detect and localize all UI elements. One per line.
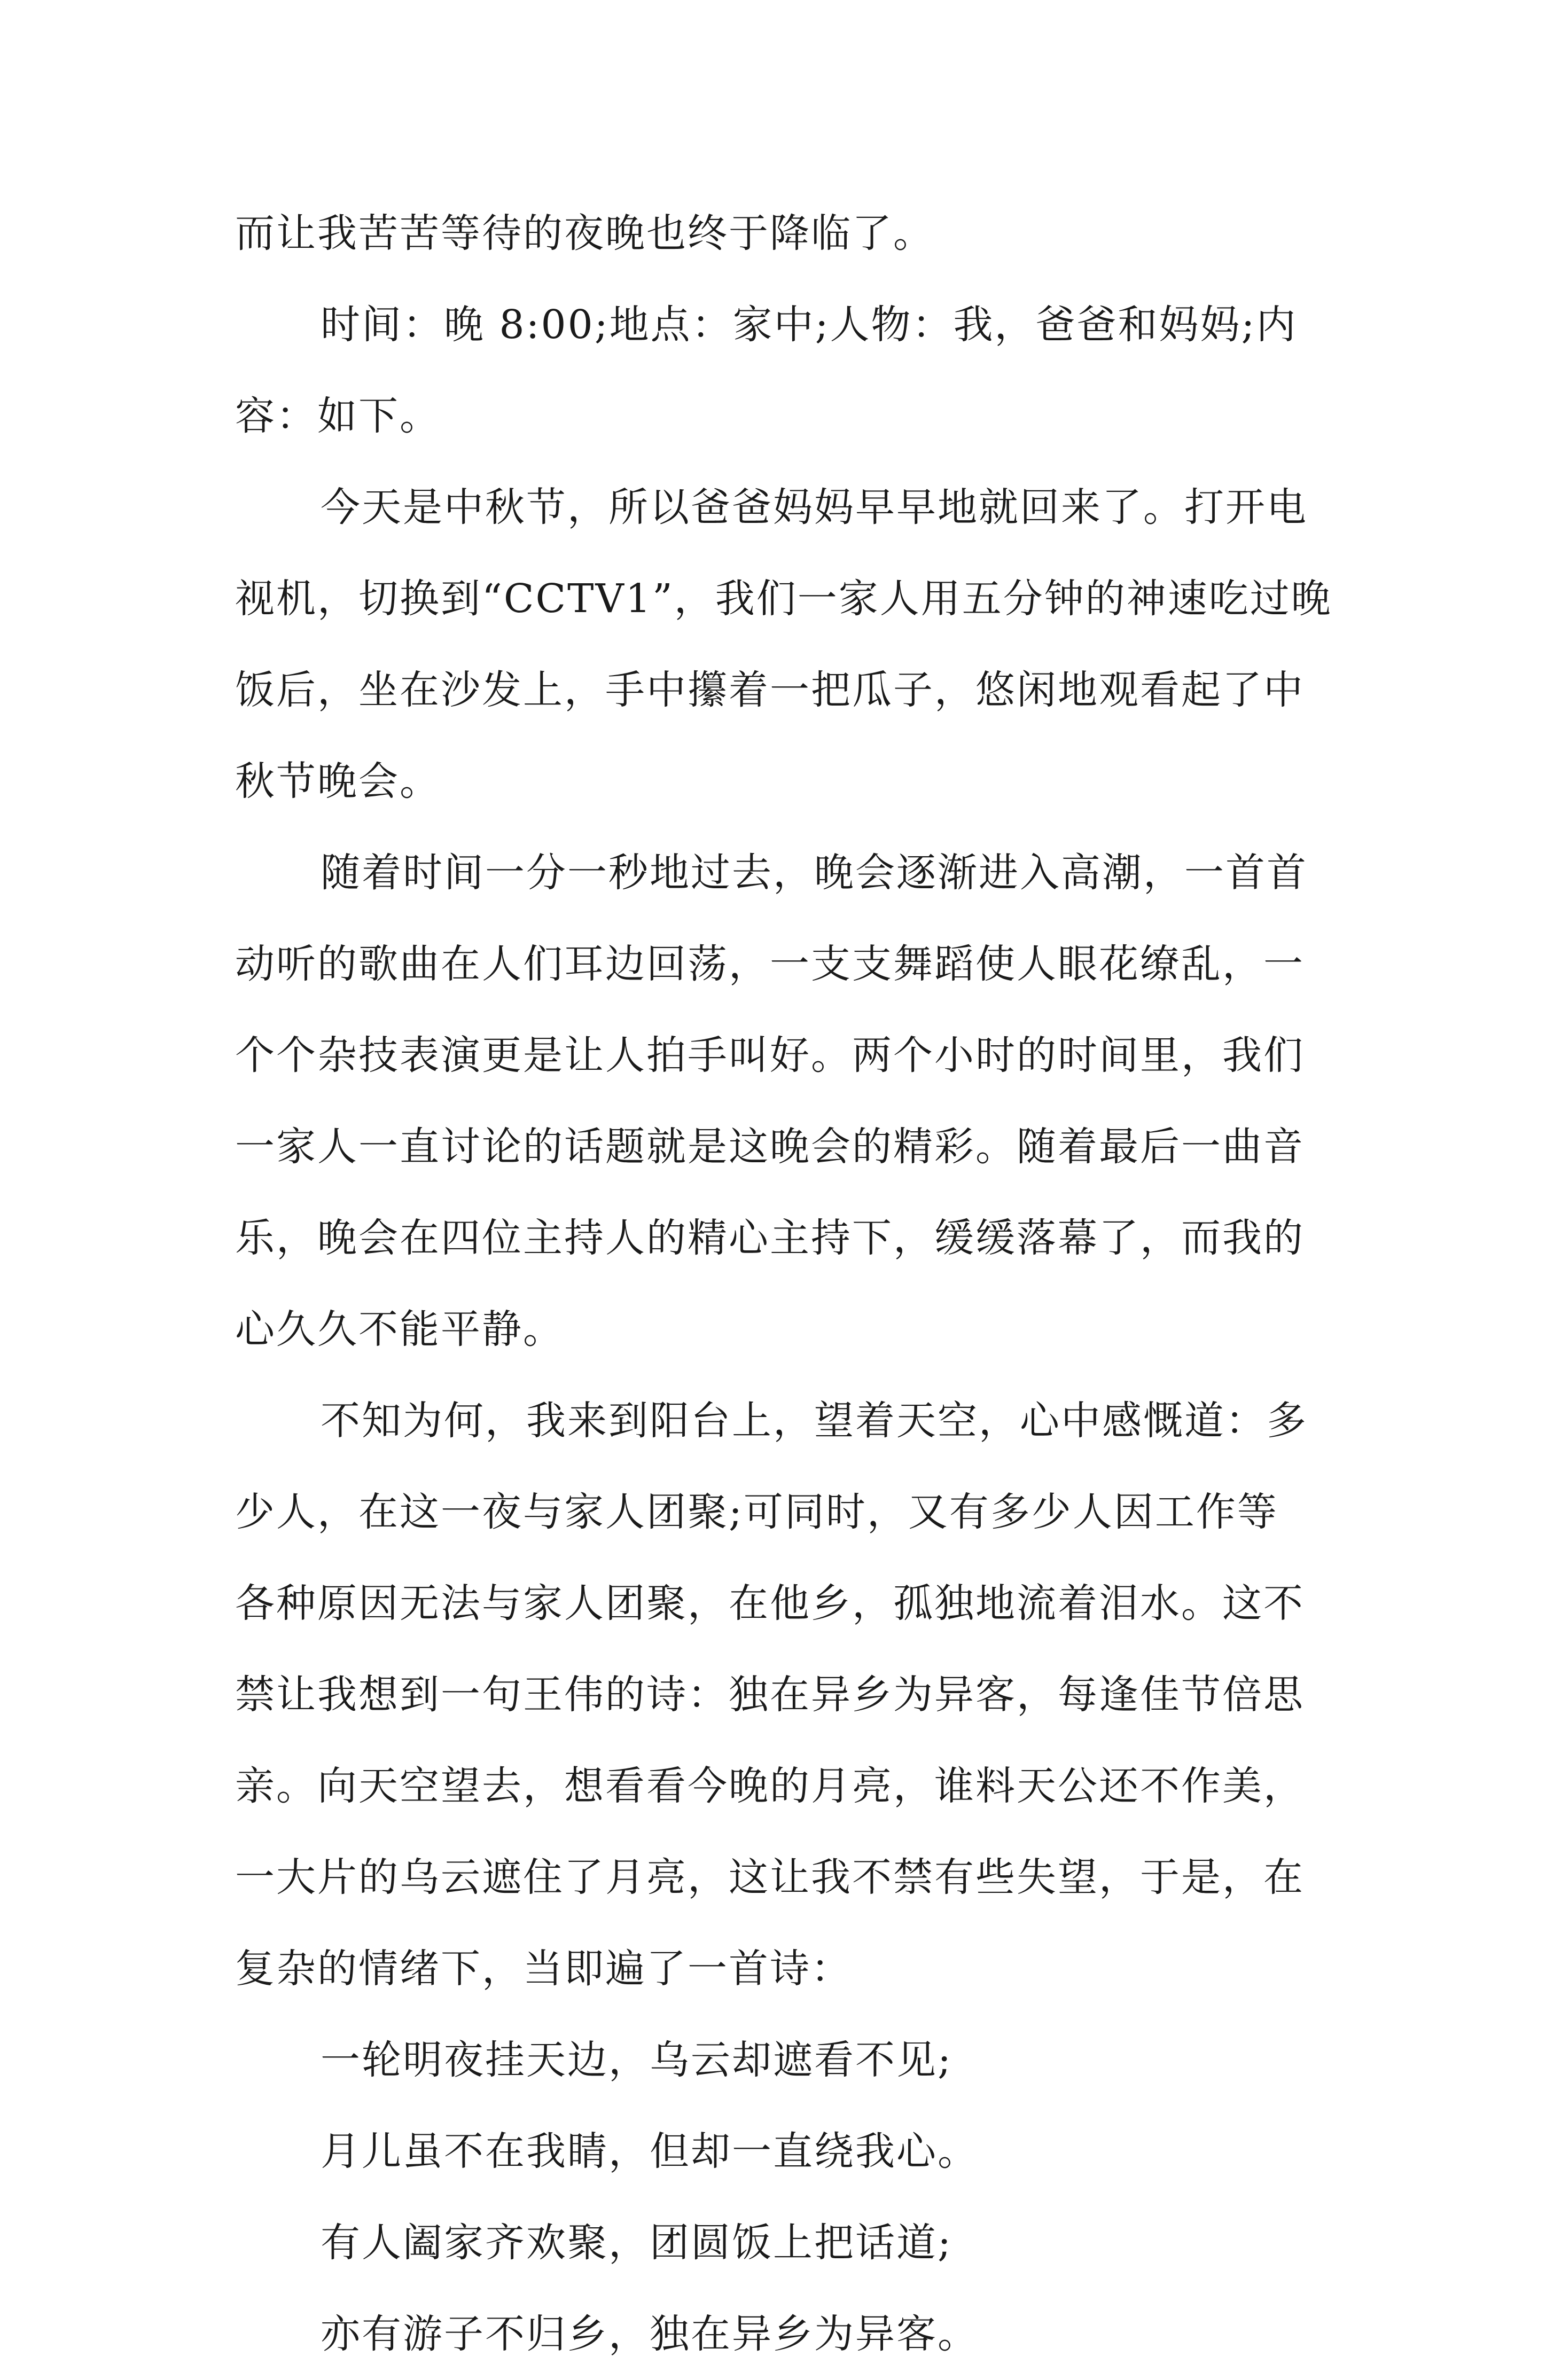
text-line: 动听的歌曲在人们耳边回荡，一支支舞蹈使人眼花缭乱，一 — [235, 941, 1305, 987]
text-line: 秋节晚会。 — [235, 758, 441, 804]
poem-line: 有人阖家齐欢聚，团圆饭上把话道; — [321, 2220, 952, 2266]
text-line: 饭后，坐在沙发上，手中攥着一把瓜子，悠闲地观看起了中 — [235, 667, 1305, 713]
text-line: 不知为何，我来到阳台上，望着天空，心中感慨道：多 — [321, 1398, 1308, 1444]
text-line: 一家人一直讨论的话题就是这晚会的精彩。随着最后一曲音 — [235, 1124, 1305, 1170]
text-line: 心久久不能平静。 — [235, 1306, 564, 1352]
text-line: 个个杂技表演更是让人拍手叫好。两个小时的时间里，我们 — [235, 1032, 1305, 1078]
text-line: 时间：晚 8:00;地点：家中;人物：我，爸爸和妈妈;内 — [321, 302, 1298, 348]
text-line: 随着时间一分一秒地过去，晚会逐渐进入高潮，一首首 — [321, 850, 1308, 896]
text-line: 视机，切换到“CCTV1”，我们一家人用五分钟的神速吃过晚 — [235, 576, 1332, 622]
text-line: 亲。向天空望去，想看看今晚的月亮，谁料天公还不作美， — [235, 1763, 1305, 1809]
text-line: 少人，在这一夜与家人团聚;可同时，又有多少人因工作等 — [235, 1489, 1278, 1535]
text-line: 一大片的乌云遮住了月亮，这让我不禁有些失望，于是，在 — [235, 1854, 1305, 1900]
text-line: 复杂的情绪下，当即遍了一首诗： — [235, 1946, 852, 1992]
text-line: 容：如下。 — [235, 393, 441, 439]
poem-line: 月儿虽不在我睛，但却一直绕我心。 — [321, 2128, 979, 2174]
body-text — [235, 188, 1332, 2380]
text-line: 今天是中秋节，所以爸爸妈妈早早地就回来了。打开电 — [321, 484, 1308, 530]
poem-line: 亦有游子不归乡，独在异乡为异客。 — [321, 2311, 979, 2357]
text-line: 而让我苦苦等待的夜晚也终于降临了。 — [235, 210, 934, 256]
text-line: 各种原因无法与家人团聚，在他乡，孤独地流着泪水。这不 — [235, 1580, 1305, 1626]
poem-line: 一轮明夜挂天边，乌云却遮看不见; — [321, 2037, 952, 2083]
text-line: 禁让我想到一句王伟的诗：独在异乡为异客，每逢佳节倍思 — [235, 1672, 1305, 1718]
text-line: 乐，晚会在四位主持人的精心主持下，缓缓落幕了，而我的 — [235, 1215, 1305, 1261]
